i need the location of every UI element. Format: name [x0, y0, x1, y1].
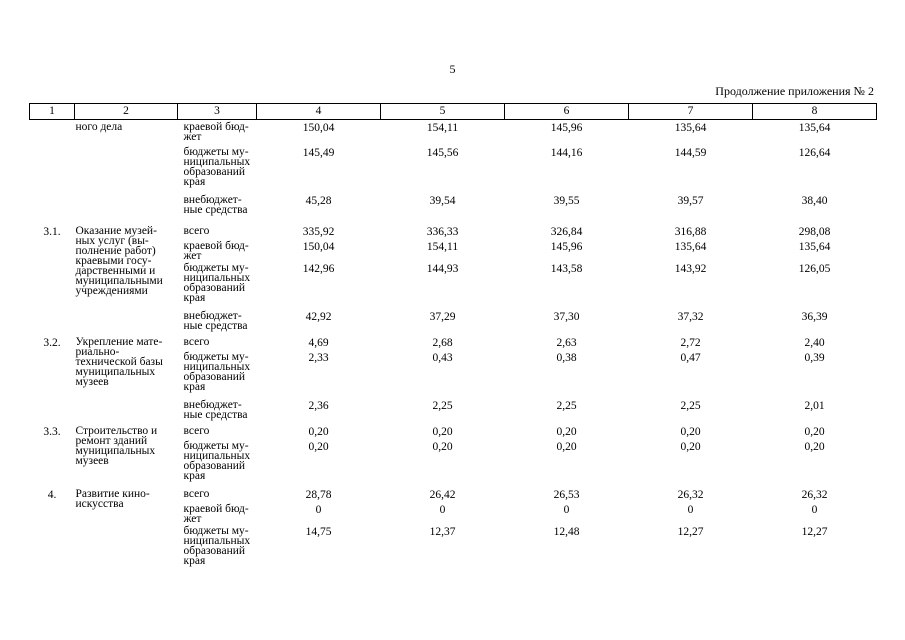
row-funding-source: краевой бюд-жет — [183, 502, 249, 525]
table-body — [30, 120, 877, 572]
row-funding-source: бюджеты му-ниципальных образований края — [183, 261, 251, 304]
row-value-col-5: 336,33 — [426, 225, 459, 238]
row-value-col-8: 0,39 — [804, 351, 825, 364]
row-value-col-8: 26,32 — [801, 488, 828, 501]
header-cell-6: 6 — [505, 104, 629, 120]
row-value-col-6: 0,20 — [556, 425, 577, 438]
row-value-col-7: 26,32 — [677, 488, 704, 501]
row-value-col-8: 126,05 — [798, 262, 831, 275]
table-row — [30, 424, 877, 439]
row-value-col-4: 150,04 — [302, 240, 335, 253]
row-value-col-6: 39,55 — [553, 194, 580, 207]
row-value-col-8: 135,64 — [798, 122, 831, 134]
row-value-col-7: 316,88 — [674, 225, 707, 238]
row-value-col-6: 326,84 — [550, 225, 583, 238]
row-value-col-4: 45,28 — [305, 194, 332, 207]
row-value-col-7: 135,64 — [674, 122, 707, 134]
row-value-col-8: 2,01 — [804, 399, 825, 412]
page-number: 5 — [449, 62, 456, 76]
row-value-col-5: 154,11 — [426, 122, 459, 134]
row-value-col-6: 2,25 — [556, 399, 577, 412]
row-value-col-5: 37,29 — [429, 310, 456, 323]
row-value-col-8: 12,27 — [801, 525, 828, 538]
row-value-col-6: 0,38 — [556, 351, 577, 364]
row-value-col-7: 0,47 — [680, 351, 701, 364]
row-value-col-4: 0,20 — [308, 440, 329, 453]
row-value-col-8: 0,20 — [804, 440, 825, 453]
row-code: 3.1. — [43, 225, 61, 238]
row-name: Оказание музей-ных услуг (вы-полнение работ) краевыми госу-дарственными и муниципальными учреждениями — [75, 224, 163, 297]
row-value-col-8: 0 — [811, 503, 818, 516]
row-funding-source: бюджеты му-ниципальных образований края — [183, 145, 251, 188]
row-value-col-5: 0,43 — [432, 351, 453, 364]
row-value-col-5: 2,68 — [432, 336, 453, 349]
row-value-col-8: 2,40 — [804, 336, 825, 349]
row-value-col-4: 2,33 — [308, 351, 329, 364]
row-value-col-5: 0,20 — [432, 440, 453, 453]
row-value-col-7: 39,57 — [677, 194, 704, 207]
row-value-col-5: 0,20 — [432, 425, 453, 438]
row-funding-source: всего — [183, 224, 210, 237]
row-value-col-6: 26,53 — [553, 488, 580, 501]
row-value-col-4: 150,04 — [302, 122, 335, 134]
row-value-col-7: 0 — [687, 503, 694, 516]
row-value-col-5: 26,42 — [429, 488, 456, 501]
table-row — [30, 487, 877, 502]
row-name: Развитие кино-искусства — [75, 487, 150, 510]
row-value-col-7: 12,27 — [677, 525, 704, 538]
row-value-col-6: 2,63 — [556, 336, 577, 349]
row-name: ного дела — [75, 121, 123, 133]
row-name: Строительство и ремонт зданий муниципальных музеев — [75, 424, 158, 467]
row-value-col-5: 12,37 — [429, 525, 456, 538]
row-code: 4. — [47, 488, 57, 501]
row-funding-source: краевой бюд-жет — [183, 121, 249, 143]
row-value-col-6: 0,20 — [556, 440, 577, 453]
header-cell-5: 5 — [381, 104, 505, 120]
table-header — [30, 104, 877, 120]
row-value-col-8: 135,64 — [798, 240, 831, 253]
row-value-col-8: 298,08 — [798, 225, 831, 238]
row-value-col-8: 36,39 — [801, 310, 828, 323]
row-funding-source: внебюджет-ные средства — [183, 398, 248, 421]
row-value-col-5: 2,25 — [432, 399, 453, 412]
header-cell-7: 7 — [629, 104, 753, 120]
row-value-col-4: 0,20 — [308, 425, 329, 438]
row-value-col-7: 2,25 — [680, 399, 701, 412]
row-value-col-6: 12,48 — [553, 525, 580, 538]
row-value-col-7: 2,72 — [680, 336, 701, 349]
row-funding-source: внебюджет-ные средства — [183, 309, 248, 332]
row-value-col-4: 2,36 — [308, 399, 329, 412]
row-funding-source: всего — [183, 487, 210, 500]
row-funding-source: бюджеты му-ниципальных образований края — [183, 439, 251, 482]
header-cell-8: 8 — [753, 104, 877, 120]
row-value-col-6: 0 — [563, 503, 570, 516]
row-funding-source: краевой бюд-жет — [183, 239, 249, 262]
row-value-col-6: 145,96 — [550, 122, 583, 134]
table-row — [30, 120, 877, 145]
budget-table — [29, 103, 877, 572]
row-value-col-4: 14,75 — [305, 525, 332, 538]
header-cell-3: 3 — [178, 104, 257, 120]
row-value-col-4: 145,49 — [302, 146, 335, 159]
row-code: 3.2. — [43, 336, 61, 349]
table-row — [30, 335, 877, 350]
header-cell-2: 2 — [75, 104, 178, 120]
row-funding-source: всего — [183, 424, 210, 437]
row-value-col-6: 143,58 — [550, 262, 583, 275]
row-value-col-6: 37,30 — [553, 310, 580, 323]
row-name: Укрепление мате-риально-технической базы муниципальных музеев — [75, 335, 163, 388]
row-funding-source: бюджеты му-ниципальных образований края — [183, 350, 251, 393]
row-value-col-7: 0,20 — [680, 425, 701, 438]
row-value-col-7: 37,32 — [677, 310, 704, 323]
row-value-col-4: 42,92 — [305, 310, 332, 323]
row-value-col-5: 145,56 — [426, 146, 459, 159]
row-value-col-4: 28,78 — [305, 488, 332, 501]
row-value-col-4: 4,69 — [308, 336, 329, 349]
header-row — [30, 104, 877, 120]
row-value-col-5: 144,93 — [426, 262, 459, 275]
row-value-col-7: 0,20 — [680, 440, 701, 453]
row-value-col-8: 38,40 — [801, 194, 828, 207]
header-cell-4: 4 — [257, 104, 381, 120]
row-value-col-7: 143,92 — [674, 262, 707, 275]
row-value-col-4: 0 — [315, 503, 322, 516]
row-value-col-5: 154,11 — [426, 240, 459, 253]
row-code: 3.3. — [43, 425, 61, 438]
row-value-col-5: 0 — [439, 503, 446, 516]
row-funding-source: всего — [183, 335, 210, 348]
row-value-col-4: 142,96 — [302, 262, 335, 275]
row-value-col-6: 144,16 — [550, 146, 583, 159]
appendix-continuation-label: Продолжение приложения № 2 — [715, 84, 874, 98]
table-row — [30, 224, 877, 239]
row-value-col-4: 335,92 — [302, 225, 335, 238]
row-code — [30, 120, 75, 224]
row-value-col-8: 126,64 — [798, 146, 831, 159]
row-value-col-7: 144,59 — [674, 146, 707, 159]
row-value-col-7: 135,64 — [674, 240, 707, 253]
row-value-col-5: 39,54 — [429, 194, 456, 207]
row-funding-source: бюджеты му-ниципальных образований края — [183, 524, 251, 567]
row-value-col-8: 0,20 — [804, 425, 825, 438]
row-value-col-6: 145,96 — [550, 240, 583, 253]
row-funding-source: внебюджет-ные средства — [183, 193, 248, 216]
header-cell-1: 1 — [30, 104, 75, 120]
